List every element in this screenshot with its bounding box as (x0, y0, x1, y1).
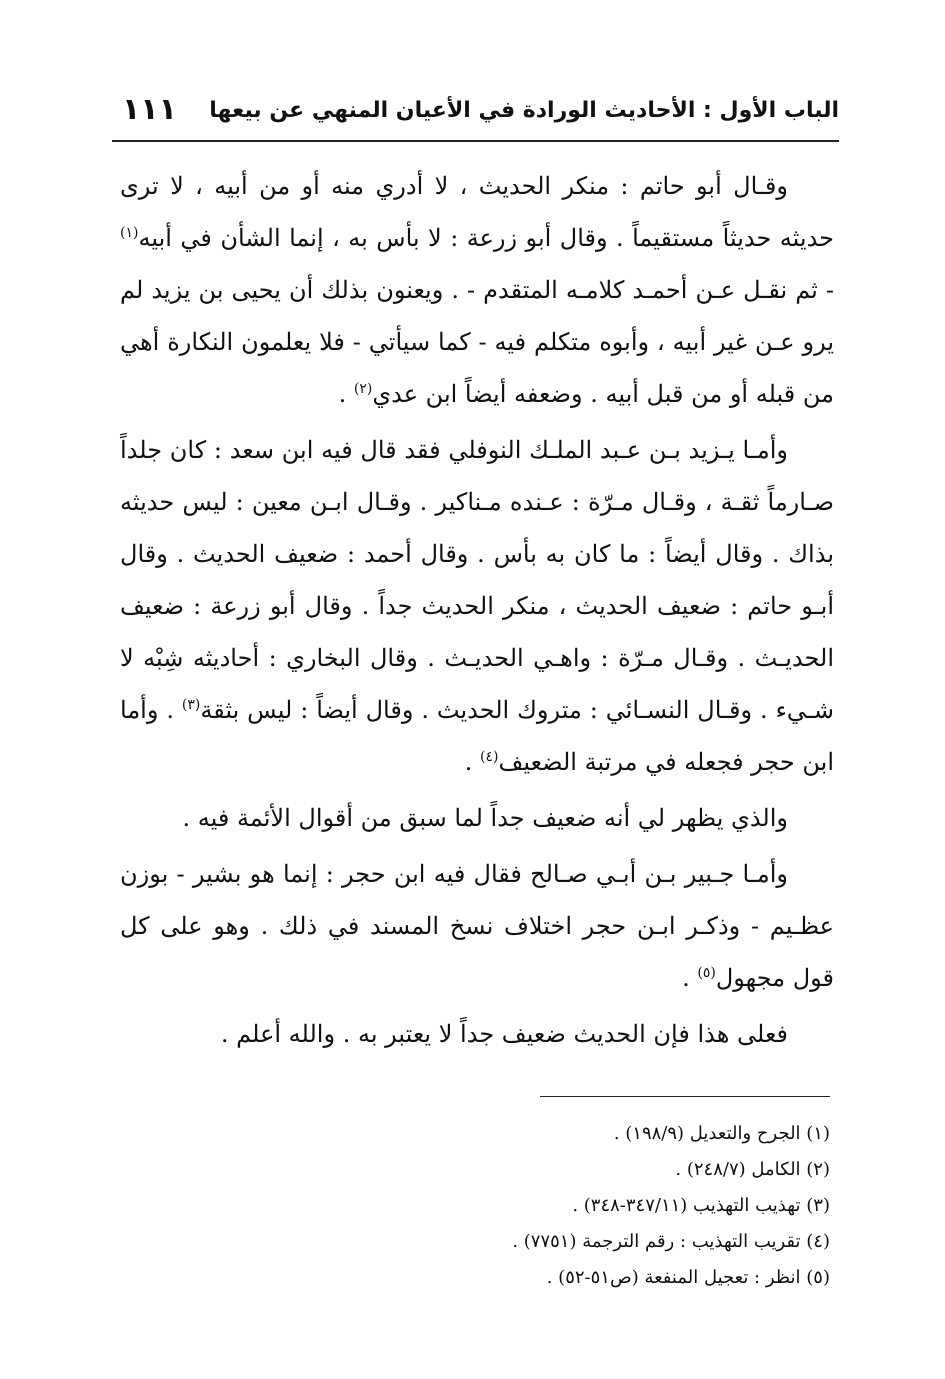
text-run: وأمـا يـزيد بـن عـبد الملـك النوفلي فقد قال فيه ابن سعد : كان جلداً صـارماً ثقـة ، وقـال مـرّة : عـنده مـناكير . وقـال ابـن معين : ليس حديثه بذاك . وقال أيضاً : ما كان به بأس . وقال أحمد : ضعيف الحديث . وقال أبـو حاتم : ضعيف الحديث ، منكر الحديث جداً . وقال أبو زرعة : ضعيف الحديـث . وقـال مـرّة : واهـي الحديـث . وقال البخاري : أحاديثه شِبْه لا شـيء . وقـال النسـائي : متروك الحديث . وقال أيضاً : ليس بثقة (120, 436, 834, 724)
header-divider (112, 140, 839, 142)
paragraph-yazid (120, 424, 834, 788)
text-run: وأمـا جـبير بـن أبـي صـالح فقال فيه ابن حجر : إنما هو بشير - بوزن عظـيم - وذكـر ابـن حجر اختلاف نسخ المسند في ذلك . وهو على كل قول مجهول (120, 860, 834, 992)
footnote-4: (٤) تقريب التهذيب : رقم الترجمة (٧٧٥١) . (512, 1231, 830, 1252)
footnote-ref-2[interactable]: (٢) (353, 381, 373, 397)
footnote-3: (٣) تهذيب التهذيب (٣٤٧/١١-٣٤٨) . (572, 1195, 830, 1216)
text-run: - ثم نقـل عـن أحمـد كلامـه المتقدم - . ويعنون بذلك أن يحيى بن يزيد لم يرو عـن غير أبيه ، وأبوه متكلم فيه - كما سيأتي - فلا يعلمون النكارة أهي من قبله أو من قبل أبيه . وضعفه أيضاً ابن عدي (120, 276, 834, 408)
footnote-2: (٢) الكامل (٢٤٨/٧) . (675, 1159, 830, 1180)
text-run: وقـال أبو حاتم : منكر الحديث ، لا أدري منه أو من أبيه ، لا ترى حديثه حديثاً مستقيماً . وقال أبو زرعة : لا بأس به ، إنما الشأن في أبيه (120, 172, 834, 252)
main-text (120, 160, 834, 1060)
footnote-divider (540, 1096, 830, 1097)
text-run: . (338, 380, 354, 408)
text-run: . (682, 964, 698, 992)
footnote-ref-3[interactable]: (٣) (181, 697, 201, 713)
paragraph-conclusion-yazid: والذي يظهر لي أنه ضعيف جداً لما سبق من أقوال الأئمة فيه . (182, 804, 788, 832)
footnote-ref-5[interactable]: (٥) (697, 965, 716, 981)
paragraph-abu-hatim (120, 160, 834, 420)
paragraph-verdict: فعلى هذا فإن الحديث ضعيف جداً لا يعتبر به . والله أعلم . (220, 1020, 788, 1048)
paragraph-jubayr (120, 848, 834, 1004)
page-number: ١١١ (122, 92, 177, 127)
page-header (112, 92, 839, 140)
running-title: الباب الأول : الأحاديث الورادة في الأعيان المنهي عن بيعها (209, 98, 839, 123)
footnote-ref-1[interactable]: (١) (120, 225, 139, 241)
text-run: . (464, 748, 481, 776)
footnote-5: (٥) انظر : تعجيل المنفعة (ص٥١-٥٢) . (546, 1267, 830, 1288)
text-run: . وأما ابن حجر فجعله في مرتبة الضعيف (120, 696, 834, 776)
footnotes (120, 1116, 830, 1296)
footnote-ref-4[interactable]: (٤) (480, 749, 499, 765)
footnote-1: (١) الجرح والتعديل (١٩٨/٩) . (613, 1123, 830, 1144)
